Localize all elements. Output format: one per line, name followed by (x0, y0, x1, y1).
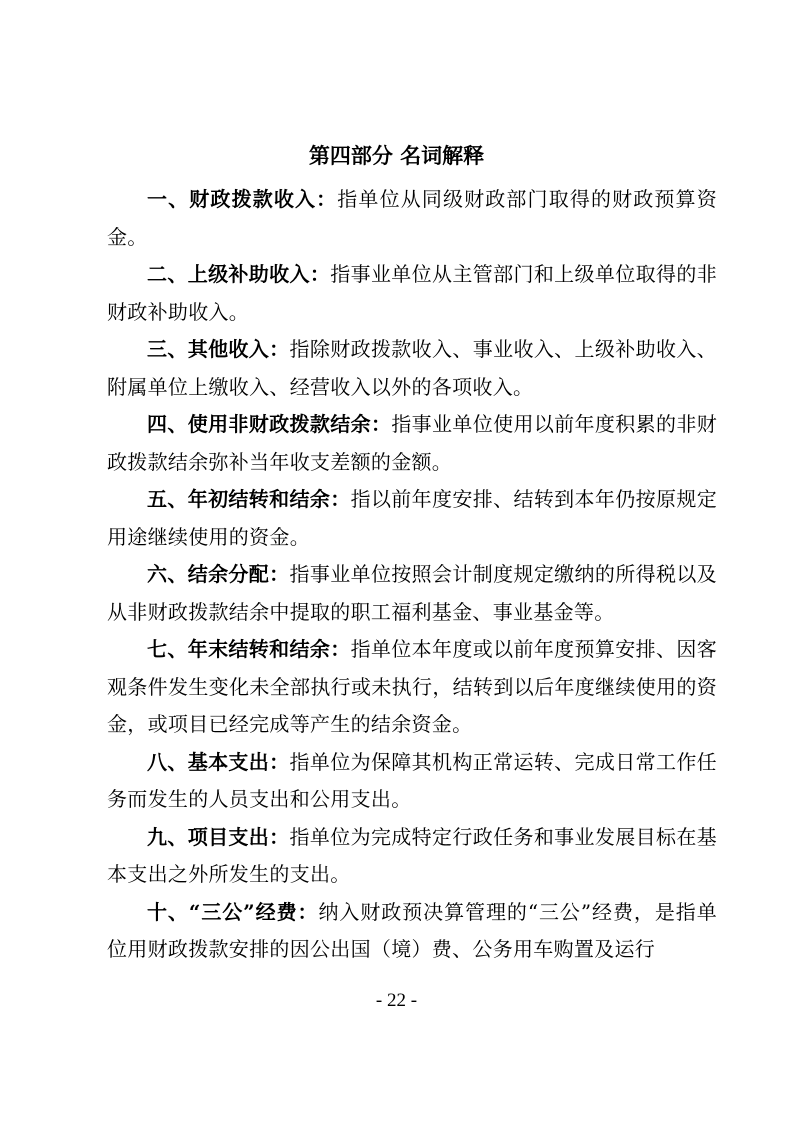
glossary-body (107, 181, 717, 969)
glossary-term: 二、上级补助收入： (147, 262, 331, 286)
glossary-definition: 指单位从同级财政部门取得的财政预算资金。 (107, 187, 717, 249)
glossary-term: 七、年末结转和结余： (147, 637, 351, 661)
glossary-item (107, 256, 717, 331)
section-title: 第四部分 名词解释 (308, 143, 485, 168)
glossary-term: 十、“三公”经费： (147, 899, 319, 924)
glossary-definition: 指单位为保障其机构正常运转、完成日常工作任务而发生的人员支出和公用支出。 (107, 749, 717, 811)
glossary-definition: 指事业单位从主管部门和上级单位取得的非财政补助收入。 (107, 262, 717, 324)
glossary-term: 三、其他收入： (147, 337, 290, 361)
glossary-definition: 指单位为完成特定行政任务和事业发展目标在基本支出之外所发生的支出。 (107, 824, 717, 886)
glossary-term: 九、项目支出： (147, 824, 290, 849)
glossary-item (107, 894, 717, 969)
glossary-item (107, 819, 717, 894)
glossary-definition: 指单位本年度或以前年度预算安排、因客观条件发生变化未全部执行或未执行，结转到以后年度继续使用的资金，或项目已经完成等产生的结余资金。 (107, 637, 717, 736)
glossary-definition: 指以前年度安排、结转到本年仍按原规定用途继续使用的资金。 (107, 487, 717, 549)
glossary-term: 六、结余分配： (147, 562, 290, 586)
page-number: - 22 - (375, 990, 418, 1011)
glossary-definition: 指事业单位按照会计制度规定缴纳的所得税以及从非财政拨款结余中提取的职工福利基金、事业基金等。 (107, 562, 717, 624)
glossary-definition: 指除财政拨款收入、事业收入、上级补助收入、附属单位上缴收入、经营收入以外的各项收入。 (107, 337, 717, 399)
glossary-definition: 纳入财政预决算管理的“三公”经费，是指单位用财政拨款安排的因公出国（境）费、公务用车购置及运行 (107, 899, 717, 961)
glossary-term: 四、使用非财政拨款结余： (147, 412, 392, 436)
glossary-item (107, 631, 717, 744)
glossary-item (107, 406, 717, 481)
glossary-definition: 指事业单位使用以前年度积累的非财政拨款结余弥补当年收支差额的金额。 (107, 412, 717, 474)
glossary-item (107, 481, 717, 556)
glossary-term: 一、财政拨款收入： (147, 187, 338, 211)
glossary-item (107, 744, 717, 819)
glossary-term: 八、基本支出： (147, 749, 290, 774)
glossary-item (107, 556, 717, 631)
glossary-item (107, 181, 717, 256)
glossary-term: 五、年初结转和结余： (147, 487, 351, 511)
glossary-item (107, 331, 717, 406)
